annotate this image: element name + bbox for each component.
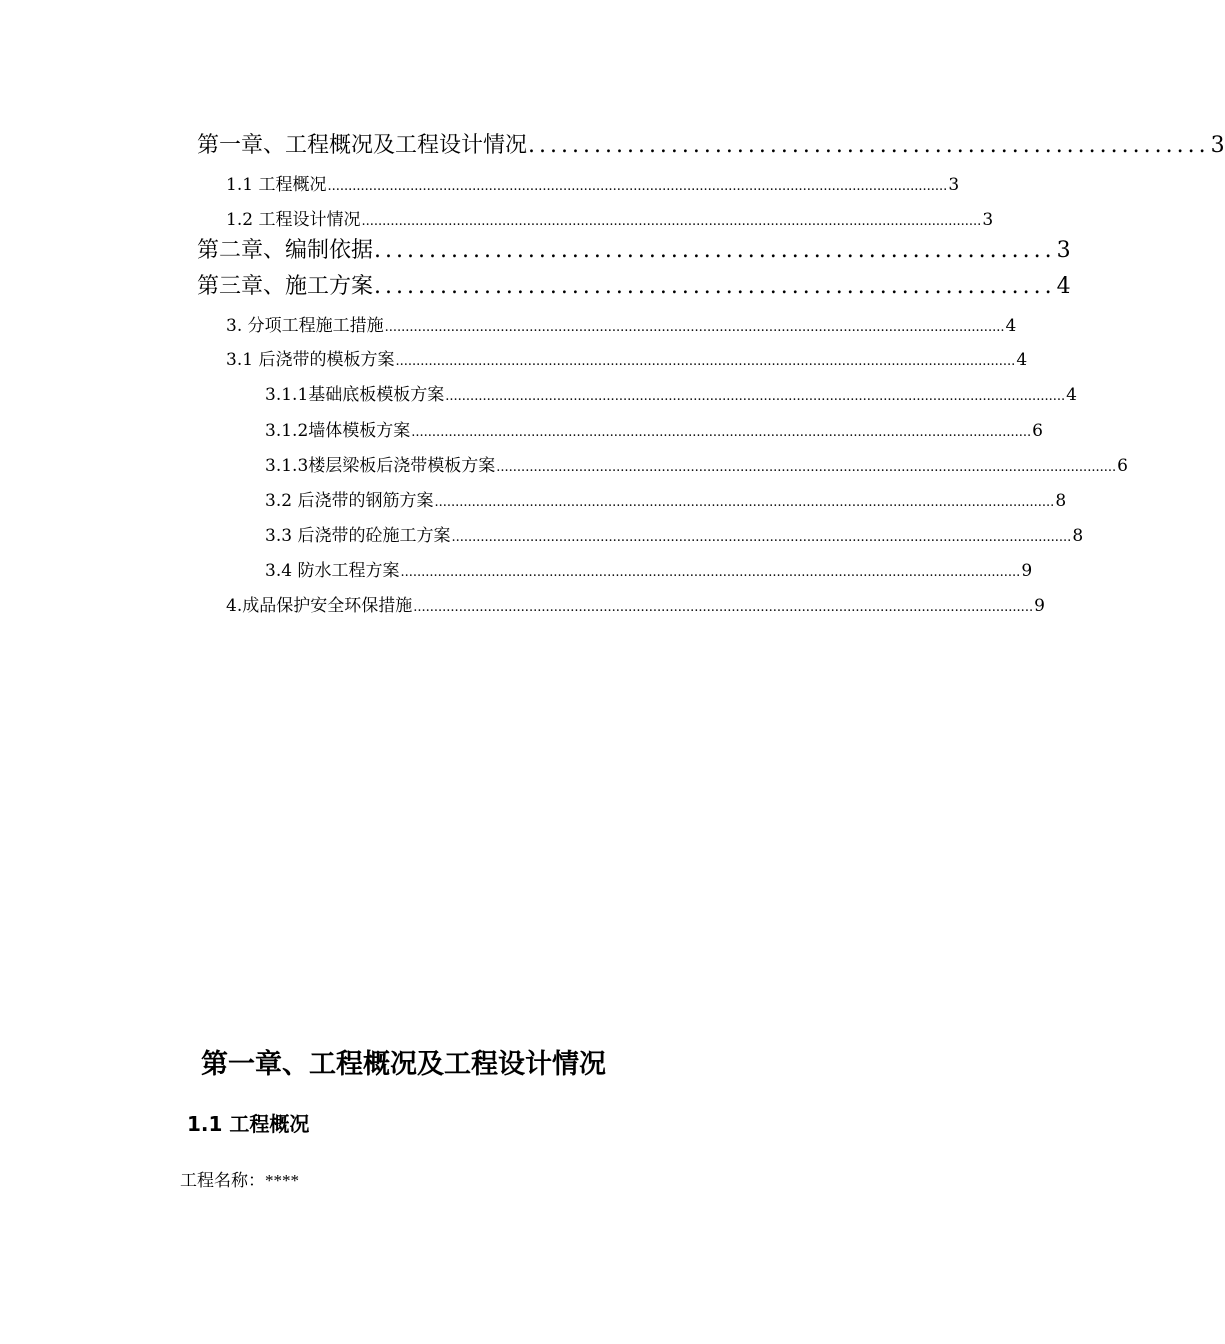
toc-entry-label: 第一章、工程概况及工程设计情况 bbox=[197, 133, 528, 158]
toc-entry-page: 9 bbox=[1034, 596, 1045, 616]
toc-entry-page: 3 bbox=[948, 175, 960, 195]
toc-entry-chapter-3[interactable] bbox=[197, 269, 1071, 300]
toc-entry-page: 6 bbox=[1032, 421, 1043, 441]
toc-leader-dots: .............................................................. bbox=[374, 238, 1056, 263]
section-heading: 1.1 工程概况 bbox=[187, 1112, 310, 1136]
toc-entry-label: 1.1 工程概况 bbox=[226, 175, 327, 195]
toc-entry-chapter-2[interactable] bbox=[197, 233, 1071, 264]
toc-entry-3-1[interactable] bbox=[226, 345, 1028, 370]
toc-entry-label: 3. 分项工程施工措施 bbox=[226, 316, 384, 336]
toc-leader-dots: ...................................................................................................................................................... bbox=[384, 320, 1005, 335]
toc-entry-label: 3.1.1基础底板模板方案 bbox=[265, 385, 445, 405]
toc-entry-1-2[interactable] bbox=[226, 205, 994, 230]
toc-entry-label: 3.4 防水工程方案 bbox=[265, 561, 400, 581]
toc-entry-page: 6 bbox=[1117, 456, 1128, 476]
toc-entry-1-1[interactable] bbox=[226, 170, 960, 195]
toc-entry-label: 4.成品保护安全环保措施 bbox=[226, 596, 413, 616]
toc-leader-dots: ...................................................................................................................................................... bbox=[400, 565, 1021, 580]
toc-entry-label: 3.1.2墙体模板方案 bbox=[265, 421, 411, 441]
toc-entry-page: 3 bbox=[1210, 133, 1225, 158]
toc-entry-3-3[interactable] bbox=[265, 521, 1084, 546]
toc-entry-3-1-2[interactable] bbox=[265, 416, 1043, 441]
toc-entry-label: 第三章、施工方案 bbox=[197, 274, 374, 299]
toc-entry-page: 8 bbox=[1072, 526, 1084, 546]
toc-entry-page: 4 bbox=[1016, 350, 1028, 370]
toc-leader-dots: ...................................................................................................................................................... bbox=[451, 530, 1072, 545]
toc-entry-page: 9 bbox=[1021, 561, 1033, 581]
toc-entry-3-2[interactable] bbox=[265, 486, 1067, 511]
toc-entry-label: 1.2 工程设计情况 bbox=[226, 210, 361, 230]
toc-leader-dots: ...................................................................................................................................................... bbox=[361, 214, 982, 229]
toc-leader-dots: .............................................................. bbox=[528, 133, 1210, 158]
toc-entry-label: 3.1.3楼层梁板后浇带模板方案 bbox=[265, 456, 496, 476]
toc-entry-label: 第二章、编制依据 bbox=[197, 238, 374, 263]
toc-entry-4[interactable] bbox=[226, 591, 1045, 616]
toc-leader-dots: ...................................................................................................................................................... bbox=[395, 354, 1016, 369]
chapter-heading: 第一章、工程概况及工程设计情况 bbox=[201, 1049, 606, 1080]
project-name-line: 工程名称：**** bbox=[180, 1171, 299, 1190]
toc-entry-page: 4 bbox=[1066, 385, 1077, 405]
toc-entry-chapter-1[interactable] bbox=[197, 128, 1225, 159]
toc-leader-dots: ...................................................................................................................................................... bbox=[496, 460, 1117, 475]
toc-entry-label: 3.2 后浇带的钢筋方案 bbox=[265, 491, 434, 511]
toc-leader-dots: ...................................................................................................................................................... bbox=[413, 600, 1034, 615]
toc-entry-3[interactable] bbox=[226, 311, 1017, 336]
toc-entry-label: 3.3 后浇带的砼施工方案 bbox=[265, 526, 451, 546]
toc-leader-dots: .............................................................. bbox=[374, 274, 1056, 299]
toc-entry-page: 8 bbox=[1055, 491, 1067, 511]
toc-entry-page: 3 bbox=[1056, 238, 1071, 263]
toc-entry-3-1-3[interactable] bbox=[265, 451, 1128, 476]
toc-entry-label: 3.1 后浇带的模板方案 bbox=[226, 350, 395, 370]
toc-entry-3-1-1[interactable] bbox=[265, 380, 1077, 405]
toc-leader-dots: ...................................................................................................................................................... bbox=[411, 425, 1032, 440]
toc-entry-page: 4 bbox=[1005, 316, 1017, 336]
toc-leader-dots: ...................................................................................................................................................... bbox=[434, 495, 1055, 510]
toc-leader-dots: ...................................................................................................................................................... bbox=[445, 389, 1066, 404]
toc-entry-page: 4 bbox=[1056, 274, 1071, 299]
toc-entry-3-4[interactable] bbox=[265, 556, 1033, 581]
toc-entry-page: 3 bbox=[982, 210, 994, 230]
toc-leader-dots: ...................................................................................................................................................... bbox=[327, 179, 948, 194]
